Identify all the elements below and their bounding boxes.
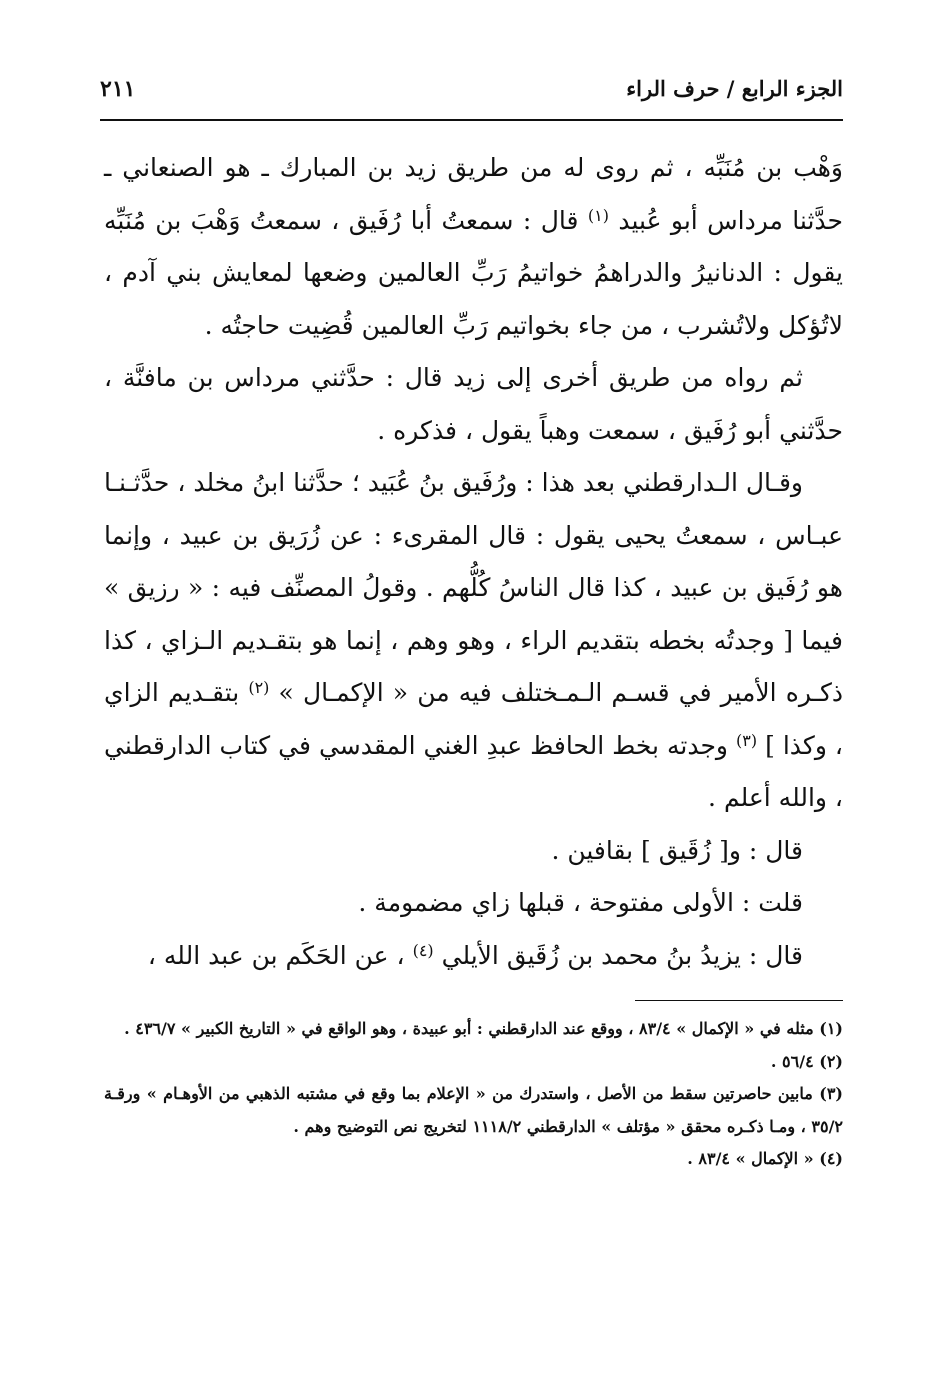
paragraph-3: [104, 457, 843, 825]
footnote-1: [104, 1013, 843, 1046]
running-header: [100, 70, 843, 114]
footnotes: [104, 1013, 843, 1176]
footnote-2: [104, 1046, 843, 1079]
paragraph-6-text-b: ، عن الحَكَم بن عبد الله ،: [147, 940, 413, 970]
footnote-number: (٤): [819, 1149, 843, 1168]
main-text: [104, 142, 843, 982]
footnote-text: ٥٦/٤ .: [770, 1051, 814, 1071]
footnote-number: (٢): [819, 1051, 843, 1071]
paragraph-3-text-c: وجدته بخط الحافظ عبدِ الغني المقدسي في كتاب الدارقطني ، والله أعلم .: [104, 730, 843, 812]
footnote-ref-4[interactable]: (٤): [412, 940, 434, 960]
paragraph-5: قلت : الأولى مفتوحة ، قبلها زاي مضمومة .: [358, 888, 803, 917]
paragraph-6: [104, 930, 843, 983]
footnote-4: [104, 1143, 843, 1176]
footnote-ref-2[interactable]: (٢): [248, 678, 270, 697]
footnote-number: (٣): [819, 1084, 843, 1103]
paragraph-1: [104, 142, 843, 352]
header-divider: [100, 119, 843, 121]
footnote-text: مابين حاصرتين سقط من الأصل ، واستدرك من « الإعلام بما وقع في مشتبه الذهبي من الأوهـام » ورقـة ٣٥/٢ ، ومـا ذكـره محقق « مؤتلف » الدارقطني ١١١٨/٢ لتخريج نص التوضيح وهم .: [104, 1084, 843, 1136]
paragraph-1-text-a: وَهْب بن مُنَبِّه ، ثم روى له من طريق زيد بن المبارك ـ هو الصنعاني ـ حدَّثنا مرداس أبو عُبيد: [104, 153, 843, 235]
paragraph-1-text-b: قال : سمعتُ أبا رُفَيق ، سمعتُ وَهْبَ بن مُنَبِّه يقول : الدنانيرُ والدراهمُ خواتيمُ رَبِّ العالمين وضعها لمعايش بني آدم ، لاتُؤكل ولاتُشرب ، من جاء بخواتيم رَبِّ العالمين قُضِيت حاجتُه .: [104, 205, 843, 340]
paragraph-3-text-b: بتقـديم الزاي ، وكذا ]: [104, 678, 843, 760]
chapter-title: الجزء الرابع / حرف الراء: [626, 76, 843, 101]
footnote-ref-3[interactable]: (٣): [736, 730, 758, 750]
footnote-3: [104, 1078, 843, 1143]
paragraph-2: ثم رواه من طريق أخرى إلى زيد قال : حدَّثني مرداس بن مافنَّة ، حدَّثني أبو رُفَيق ، سمعت وهباً يقول ، فذكره .: [104, 363, 843, 445]
paragraph-6-text-a: قال : يزيدُ بنُ محمد بن زُقَيق الأيلي: [433, 940, 803, 970]
paragraph-3-text-a: وقـال الـدارقطني بعد هذا : ورُفَيق بنُ عُبَيد ؛ حدَّثنا ابنُ مخلد ، حدَّثـنـا عبـاس ، سمعتُ يحيى يقول : قال المقرىء : عن زُرَيق بن عبيد ، وإنما هو رُفَيق بن عبيد ، كذا قال الناسُ كُلُّهم . وقولُ المصنِّف فيه : « رزيق » فيما [ وجدتُه بخطه بتقديم الراء ، وهو وهم ، إنما هو بتقـديم الـزاي ، كذا ذكـره الأمير في قسـم الـمـختلف فيه من « الإكمـال »: [104, 468, 843, 707]
page-number: ٢١١: [100, 76, 136, 102]
paragraph-4: قال : و[ زُقَيق ] بقافين .: [551, 835, 803, 865]
footnote-text: « الإكمال » ٨٣/٤ .: [687, 1149, 814, 1168]
footnote-number: (١): [819, 1019, 843, 1038]
footnote-ref-1[interactable]: (١): [587, 205, 609, 225]
footnote-divider: [635, 1000, 843, 1001]
footnote-text: مثله في « الإكمال » ٨٣/٤ ، ووقع عند الدارقطني : أبو عبيدة ، وهو الواقع في « التاريخ الكبير » ٤٣٦/٧ .: [124, 1019, 814, 1038]
